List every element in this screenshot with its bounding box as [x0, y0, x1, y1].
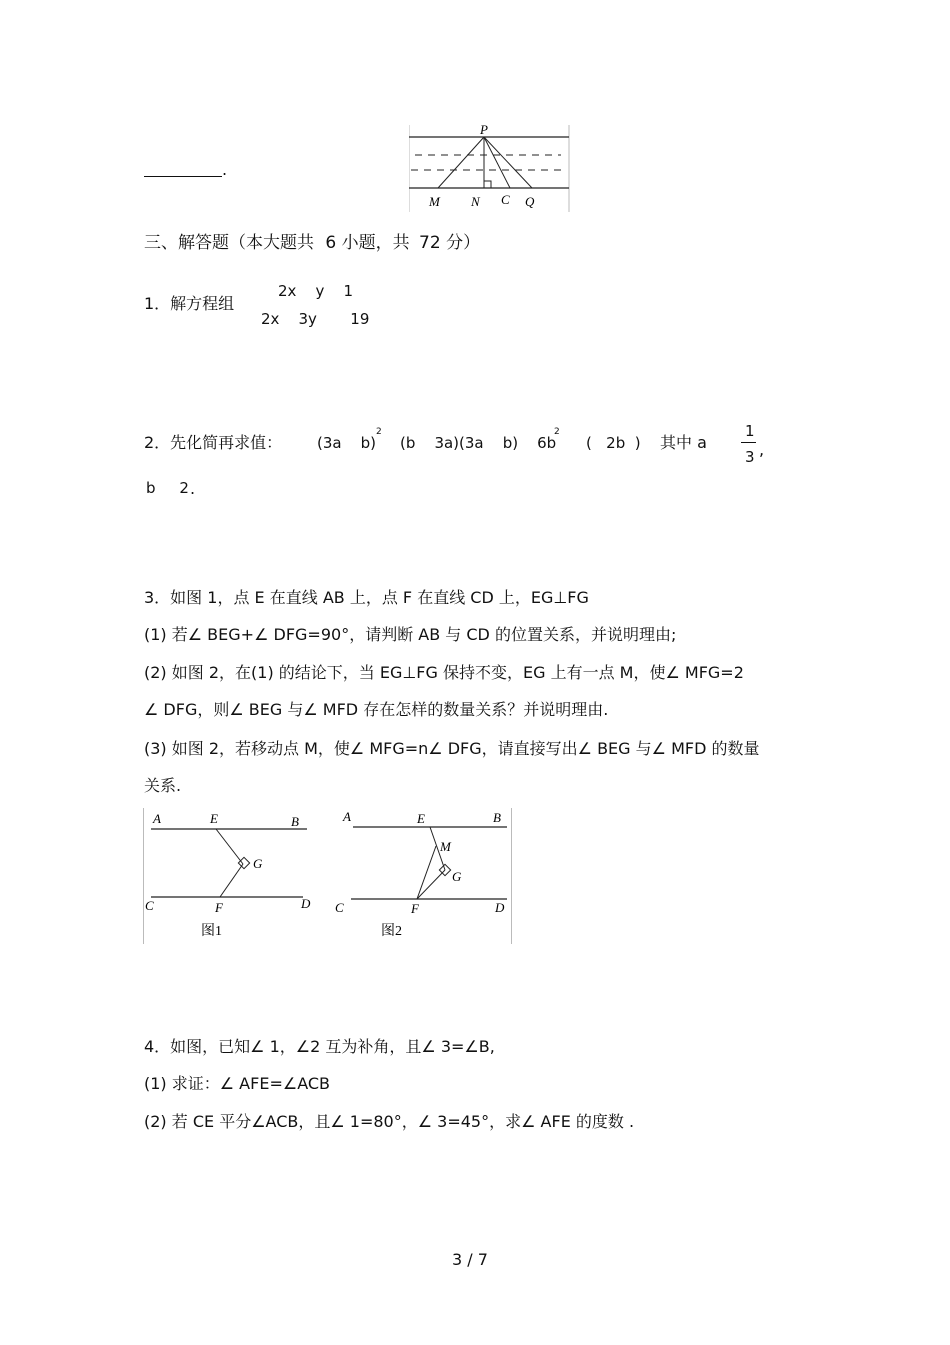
q2-sup-2: 2	[554, 427, 560, 437]
top-figure	[409, 124, 571, 212]
section-title-post: 分）	[446, 233, 481, 253]
label-M: M	[429, 194, 440, 209]
section-title-mid: 小题，共	[341, 233, 410, 253]
q2-expr-c: ( 2b )	[586, 434, 641, 452]
label-N: N	[471, 194, 480, 209]
fig1-label-A: A	[153, 811, 161, 826]
fig1-label-E: E	[210, 811, 218, 826]
q2-where: 其中 a	[660, 433, 707, 452]
label-C: C	[501, 192, 510, 207]
label-Q: Q	[525, 194, 535, 209]
q1-equation-2: 2x 3y 19	[261, 310, 370, 328]
q3-stem: 3．如图 1，点 E 在直线 AB 上，点 F 在直线 CD 上，EG⊥FG	[144, 588, 589, 607]
q3-part-3b: 关系.	[144, 776, 182, 795]
q2-frac-num: 1	[745, 422, 755, 440]
answer-blank	[144, 162, 222, 177]
q2-expr-a: (3a b)	[317, 434, 377, 452]
q4-part-1: (1) 求证：∠ AFE=∠ACB	[144, 1074, 331, 1093]
fig2-label-E: E	[417, 811, 425, 826]
q2-comma: ,	[759, 440, 765, 459]
q3-figures	[143, 808, 513, 944]
fig2-caption: 图2	[381, 924, 402, 939]
page-number: 3 / 7	[452, 1250, 488, 1269]
fig2-label-G: G	[452, 869, 462, 884]
label-P: P	[480, 124, 488, 137]
section-title-pre: 三、解答题（本大题共	[144, 233, 314, 253]
fig2-label-D: D	[495, 900, 505, 915]
fig2-label-F: F	[411, 901, 419, 916]
q2-frac-bar	[741, 442, 756, 443]
fig1-caption: 图1	[201, 924, 222, 939]
fig1-label-B: B	[291, 814, 299, 829]
fig2-label-M: M	[440, 839, 451, 854]
q1-equation-1: 2x y 1	[278, 282, 353, 300]
q4-stem: 4．如图，已知∠ 1，∠2 互为补角，且∠ 3=∠B,	[144, 1037, 495, 1056]
q1-label: 1．解方程组	[144, 294, 235, 313]
section-title-score: 72	[419, 233, 441, 253]
q4-part-2: (2) 若 CE 平分∠ACB，且∠ 1=80°，∠ 3=45°，求∠ AFE 的度数 .	[144, 1112, 635, 1131]
fig2-label-A: A	[343, 809, 351, 824]
q2-sup-1: 2	[376, 427, 382, 437]
section-title-count: 6	[325, 233, 337, 253]
q3-part-1: (1) 若∠ BEG+∠ DFG=90°，请判断 AB 与 CD 的位置关系，并说明理由;	[144, 625, 677, 644]
fig1-label-D: D	[301, 896, 311, 911]
q2-b-value: b 2	[146, 479, 189, 497]
fig2-label-C: C	[335, 900, 344, 915]
fig1-label-C: C	[145, 898, 154, 913]
fig1-label-F: F	[215, 900, 223, 915]
q2-expr-b: (b 3a)(3a b) 6b	[400, 434, 557, 452]
answer-blank-period: .	[222, 160, 228, 179]
q3-part-2a: (2) 如图 2，在(1) 的结论下，当 EG⊥FG 保持不变，EG 上有一点 M，使∠ MFG=2	[144, 663, 744, 682]
q2-prefix: 2．先化简再求值：	[144, 433, 283, 452]
fig1-label-G: G	[253, 856, 263, 871]
q3-part-2b: ∠ DFG，则∠ BEG 与∠ MFD 存在怎样的数量关系？并说明理由.	[144, 700, 609, 719]
fig2-label-B: B	[493, 810, 501, 825]
q2-b-end: .	[190, 479, 196, 498]
q3-part-3a: (3) 如图 2，若移动点 M，使∠ MFG=n∠ DFG，请直接写出∠ BEG 与∠ MFD 的数量	[144, 739, 760, 758]
q2-frac-den: 3	[745, 448, 755, 466]
section-title	[144, 232, 480, 254]
